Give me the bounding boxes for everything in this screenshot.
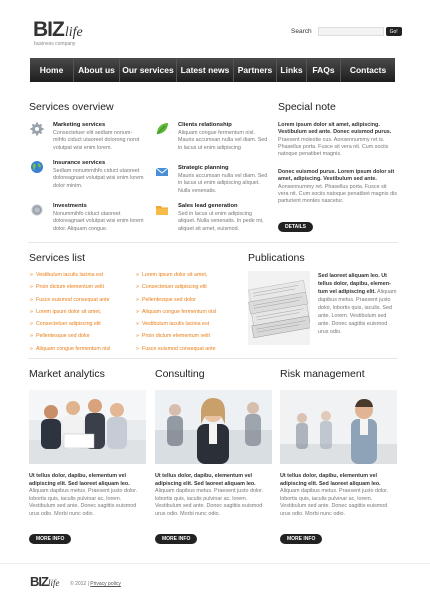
column-body: Aliquam dapibus metus. Praesent justo dolor. lobortis quis, iaculis pulvinar ac, lorem. Vestibulum sed ante. Donec sagittis euismod urus odio. Morbi nunc odio.	[29, 488, 138, 517]
logo-tagline: business company	[34, 41, 76, 47]
special-note-p2-text: Aonsennummy ret. Phasellus porta. Fusce sit vera nit. Cum sociis natoque penatibet magnis dis parturient montes nascetur.	[278, 183, 397, 205]
service-link[interactable]: » Proin dictum elementum velit	[136, 333, 216, 345]
service-desc: Sed in lacus ut enim adipiscing aliquet. Nulla venenatis. In pede mi, aliquet sit amet, euismod.	[178, 211, 264, 232]
service-link[interactable]: » Pellentesque sed dolor	[30, 333, 110, 345]
main-nav	[30, 58, 395, 82]
publications-body: Aliquam dapibus metus. Praesent justo dolor, lobortis quis, iaculis. Sed ante. Lorem. Vestibulum sed ante. Donec sagittis euismod urus odio.	[318, 289, 397, 335]
risk-management-title: Risk management	[280, 368, 365, 380]
nav-partners[interactable]: Partners	[234, 58, 277, 82]
details-button[interactable]: DETAILS	[278, 222, 313, 232]
search-form	[291, 27, 402, 36]
nav-faqs[interactable]: FAQs	[307, 58, 341, 82]
service-link[interactable]: » Fusce euismod consequat ante	[30, 297, 110, 309]
logo[interactable]	[33, 18, 83, 47]
consulting-image	[155, 390, 272, 464]
footer-logo-life: life	[47, 578, 60, 588]
more-info-button[interactable]: MORE INFO	[29, 534, 71, 544]
service-link[interactable]: » Aliquam congue fermentum nisl	[30, 346, 110, 358]
publications-text	[318, 272, 398, 336]
nav-contacts[interactable]: Contacts	[349, 65, 387, 75]
leaf-icon	[155, 122, 169, 136]
services-list-col1	[30, 272, 110, 358]
more-info-button[interactable]: MORE INFO	[155, 534, 197, 544]
service-desc: Nonummihfo ciduct utaoreet doloreagnaet volutpat wisi enim lorem dolor. Aliquam congue.	[53, 211, 144, 232]
service-link[interactable]: » Aliquam congue fermentum nisl	[136, 309, 216, 321]
service-desc: Sedlam nonummihfo ciduct utaoreet doloreagnaet volutpat wisi enim lorem dolor minim.	[53, 168, 144, 189]
service-link[interactable]: » Consectetuer adipiscing elit	[30, 321, 110, 333]
services-list-col2	[136, 272, 216, 358]
market-analytics-title: Market analytics	[29, 368, 105, 380]
service-title[interactable]: Marketing services	[53, 122, 106, 128]
column-bold: Ut tellus dolor, dapibu, elementum vel adipiscing elit. Sed laoreet aliquam leo.	[29, 473, 130, 487]
footer-logo[interactable]	[30, 574, 59, 589]
column-bold: Ut tellus dolor, dapibu, elementum vel adipiscing elit. Sed laoreet aliquam leo.	[280, 473, 381, 487]
search-button[interactable]: Go!	[386, 27, 402, 36]
nav-links[interactable]: Links	[277, 58, 307, 82]
market-analytics-image	[29, 390, 146, 464]
services-list-title: Services list	[29, 252, 86, 264]
globe-icon	[30, 160, 44, 174]
service-link[interactable]: » Vestibulum iaculis lacinia est	[136, 321, 216, 333]
privacy-policy-link[interactable]: Privacy policy	[90, 581, 121, 587]
service-title[interactable]: Sales lead generation	[178, 203, 238, 209]
service-desc: Aliquam congue fermentum nisl. Mauris accumsan nulla vel diam. Sed in lacus ut enim adipiscing	[178, 130, 268, 151]
special-note-p1-bold: Lorem ipsum dolor sit amet, adipiscing. Vestibulum sed ante. Donec euismod purus.	[278, 122, 392, 136]
nav-services[interactable]: Our services	[120, 58, 177, 82]
divider	[28, 242, 398, 243]
risk-management-image	[280, 390, 397, 464]
column-body: Aliquam dapibus metus. Praesent justo dolor. lobortis quis, iaculis pulvinar ac, lorem. Vestibulum sed ante. Donec sagittis euismod urus odio. Morbi nunc odio.	[280, 488, 389, 517]
special-note-p2	[278, 169, 398, 205]
special-note-p2-bold: Donec euismod purus. Lorem ipsum dolor sit amet, adipiscing. Vestibulum sed ante.	[278, 169, 395, 183]
service-desc: Mauris accumsan nulla vel diam. Sed in lacus ut enim adipiscing aliquet. Nulla venenatis.	[178, 173, 268, 194]
service-title[interactable]: Investments	[53, 203, 87, 209]
footer-logo-biz: BIZ	[30, 574, 48, 589]
service-title[interactable]: Strategic planning	[178, 165, 229, 171]
special-note-title: Special note	[278, 101, 336, 113]
footer-divider	[0, 563, 430, 564]
consulting-title: Consulting	[155, 368, 205, 380]
logo-life: life	[64, 25, 83, 40]
logo-biz: BIZ	[33, 18, 64, 41]
search-label: Search	[291, 28, 312, 35]
consulting-text	[155, 473, 272, 519]
service-link[interactable]: » Proin dictum elementum velit	[30, 284, 110, 296]
more-info-button[interactable]: MORE INFO	[280, 534, 322, 544]
copyright-text: © 2012 |	[70, 581, 89, 587]
nav-about[interactable]: About us	[74, 58, 120, 82]
footer-copyright	[70, 581, 121, 587]
search-input[interactable]	[318, 27, 384, 36]
service-link[interactable]: » Lorem ipsum dolor sit amet,	[30, 309, 110, 321]
market-analytics-text	[29, 473, 146, 519]
mail-icon	[155, 165, 169, 179]
services-overview-title: Services overview	[29, 101, 114, 113]
special-note-p1	[278, 122, 398, 158]
gear-icon	[30, 122, 44, 136]
divider	[28, 358, 398, 359]
service-title[interactable]: Clients relationship	[178, 122, 232, 128]
column-bold: Ut tellus dolor, dapibu, elementum vel adipiscing elit. Sed laoreet aliquam leo.	[155, 473, 256, 487]
special-note-p1-text: Praesent molestie cus. Aonsennummy ret is. Phasellus porta. Fusce sit vera nit. Cum sociis natoque penatibet magnis.	[278, 136, 389, 158]
publications-bold: Sed laoreet aliquam leo. Ut tellus dolor, dapibu, elemen- tum vel adipiscing elit.	[318, 273, 391, 295]
service-link[interactable]: » Consectetuer adipiscing elit	[136, 284, 216, 296]
publications-title: Publications	[248, 252, 305, 264]
service-link[interactable]: » Fusce euismod consequat ante	[136, 346, 216, 358]
nav-home[interactable]: Home	[30, 58, 74, 82]
newspapers-image	[248, 271, 310, 345]
service-link[interactable]: » Pellentesque sed dolor	[136, 297, 216, 309]
service-desc: Consectetuer elit sedlam nonum- mihfo ciduct utaoreet dolorong norot volutpat wisi enim lorem.	[53, 130, 140, 151]
column-body: Aliquam dapibus metus. Praesent justo dolor. lobortis quis, iaculis pulvinar ac, lorem. Vestibulum sed ante. Donec sagittis euismod urus odio. Morbi nunc odio.	[155, 488, 264, 517]
folder-icon	[155, 203, 169, 217]
risk-management-text	[280, 473, 397, 519]
service-link[interactable]: » Vestibulum iaculis lacinia est	[30, 272, 110, 284]
nav-news[interactable]: Latest news	[177, 58, 234, 82]
coin-icon	[30, 203, 44, 217]
service-link[interactable]: » Lorem ipsum dolor sit amet,	[136, 272, 216, 284]
service-title[interactable]: Insurance services	[53, 160, 106, 166]
